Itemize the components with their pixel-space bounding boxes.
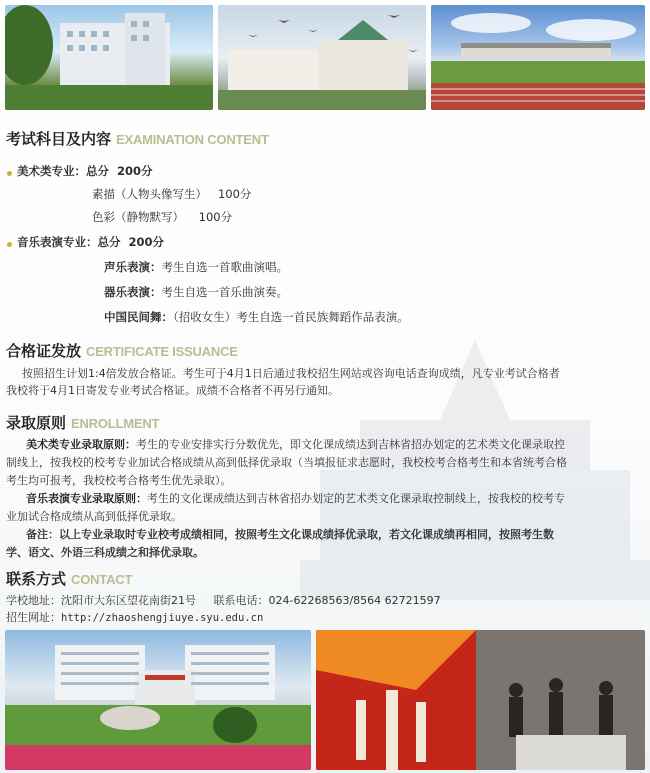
performance-photo: [316, 630, 645, 770]
address-value: 沈阳市大东区望花南街21号: [61, 594, 196, 607]
main-building-photo: [5, 630, 311, 770]
art-item-color: 色彩（静物默写） 100分: [92, 210, 233, 224]
art-heading: 美术类专业：总分 200分: [17, 164, 153, 178]
stadium-photo: [431, 5, 645, 110]
contact-address-phone: 学校地址：沈阳市大东区望花南街21号 联系电话：024-62268563/8564 62721597: [6, 594, 441, 607]
contact-section-title: [6, 568, 132, 590]
certificate-line-2: 我校将于4月1日寄发专业考试合格证。成绩不合格者不再另行通知。: [6, 384, 339, 397]
music-enroll-line-1: 音乐表演专业录取原则：考生的文化课成绩达到吉林省招办划定的艺术类文化课录取控制线上，按我校的校考专: [26, 492, 565, 505]
exam-section-title: [6, 128, 269, 150]
contact-title-en: CONTACT: [71, 572, 133, 587]
note-line-1: 备注：以上专业录取时专业校考成绩相同，按照考生文化课成绩择优录取，若文化课成绩再相同，按照考生数: [26, 528, 554, 541]
website-link[interactable]: http://zhaoshengjiuye.syu.edu.cn: [61, 612, 264, 624]
certificate-line-1: 按照招生计划1:4倍发放合格证。考生可于4月1日后通过我校招生网站或咨询电话查询成绩，凡专业考试合格者: [22, 367, 560, 380]
dance-item: 中国民间舞：（招收女生）考生自选一首民族舞蹈作品表演。: [104, 310, 409, 324]
art-enroll-line-3: 考生均可报考，我校校考合格考生优先录取）。: [6, 474, 232, 487]
note-line-2: 学、语文、外语三科成绩之和择优录取。: [6, 546, 204, 559]
exam-title-en: EXAMINATION CONTENT: [116, 132, 269, 147]
vocal-item: 声乐表演：考生自选一首歌曲演唱。: [104, 260, 288, 274]
contact-title-cn: 联系方式: [6, 570, 67, 588]
contact-website: 招生网址：http://zhaoshengjiuye.syu.edu.cn: [6, 611, 264, 624]
pigeons-hall-photo: [218, 5, 426, 110]
bullet-icon: [7, 242, 12, 247]
art-enroll-line-1: 美术类专业录取原则：考生的专业安排实行分数优先，即文化课成绩达到吉林省招办划定的艺术类文化课录取控: [26, 438, 565, 451]
enrollment-section-title: [6, 412, 159, 434]
music-enroll-line-2: 业加试合格成绩从高到低择优录取。: [6, 510, 182, 523]
certificate-title-cn: 合格证发放: [6, 342, 82, 360]
art-enroll-line-2: 制线上，按我校的校考专业加试合格成绩从高到低择优录取（当填报征求志愿时，我校校考合格考生和本省统考合格: [6, 456, 567, 469]
certificate-title-en: CERTIFICATE ISSUANCE: [86, 344, 238, 359]
instrument-item: 器乐表演：考生自选一首乐曲演奏。: [104, 285, 288, 299]
enrollment-title-cn: 录取原则: [6, 414, 67, 432]
art-item-sketch: 素描（人物头像写生） 100分: [92, 187, 252, 201]
bullet-icon: [7, 171, 12, 176]
exam-title-cn: 考试科目及内容: [6, 130, 112, 148]
phone-value: 024-62268563/8564 62721597: [268, 594, 441, 607]
campus-building-photo: [5, 5, 213, 110]
certificate-section-title: [6, 340, 238, 362]
enrollment-title-en: ENROLLMENT: [71, 416, 160, 431]
music-heading: 音乐表演专业：总分 200分: [17, 235, 165, 249]
